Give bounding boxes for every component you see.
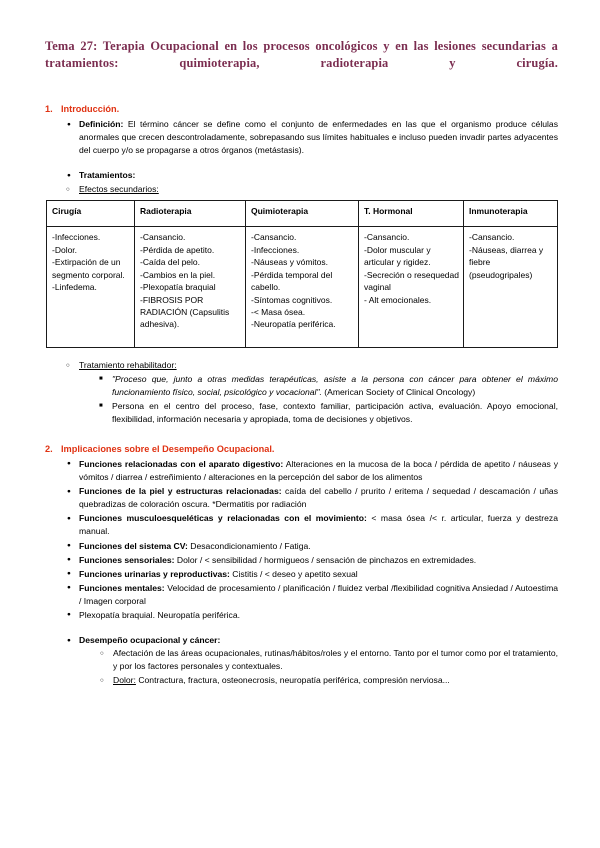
rehab-quote-source: (American Society of Clinical Oncology) xyxy=(321,386,476,397)
funciones-musculoesqueleticas-label: Funciones musculoesqueléticas y relacionadas con el movimiento: xyxy=(79,513,367,524)
table-cell-line: -Dolor muscular y articular y rigidez. xyxy=(364,244,433,268)
table-cell-line: -FIBROSIS POR RADIACIÓN (Capsulitis adhesiva). xyxy=(140,294,232,330)
table-row xyxy=(47,227,558,348)
section-title-1: Introducción. xyxy=(61,104,120,114)
funciones-mentales-label: Funciones mentales: xyxy=(79,582,165,593)
section-heading-introduccion xyxy=(45,102,558,116)
funciones-digestivo-label: Funciones relacionadas con el aparato digestivo: xyxy=(79,458,284,469)
funciones-piel-label: Funciones de la piel y estructuras relacionadas: xyxy=(79,486,282,497)
list-item-rehab-persona: ■ Persona en el centro del proceso, fase, contexto familiar, participación activa, evaluación. Apoyo emocional, flexibilidad, información necesaria y apropiada, toma de decisiones y objetivos. xyxy=(112,400,558,426)
list-item-tratamientos xyxy=(79,169,558,182)
funciones-musculoesqueleticas-text: < masa ósea /< r. articular, fuerza y destreza manual. xyxy=(79,513,558,537)
dolor-text: Contractura, fractura, osteonecrosis, neuropatía periférica, compresión nerviosa... xyxy=(135,675,450,686)
table-cell-line: -Pérdida de apetito. xyxy=(140,244,215,255)
list-item-afectacion: ○ Afectación de las áreas ocupacionales, rutinas/hábitos/roles y el entorno. Tanto por el tumor como por el tratamiento, y por los factores personales y contextuales. xyxy=(113,647,558,673)
table-cell-cirugia xyxy=(47,227,135,348)
table-header-hormonal: T. Hormonal xyxy=(359,201,464,227)
list-item-funciones-sensoriales xyxy=(79,554,558,567)
list-item-funciones-digestivo xyxy=(79,458,558,484)
table-cell-line: - Alt emocionales. xyxy=(364,294,432,305)
tratamiento-rehabilitador-list xyxy=(45,359,558,425)
section-number-1: 1. xyxy=(45,104,53,114)
table-cell-line: -Cansancio. xyxy=(364,232,410,243)
rehab-quote-text: "Proceso que, junto a otras medidas terapéuticas, asiste a la persona con cáncer para obtener el máximo funcionamiento físico, social, psicológico y vocacional". xyxy=(112,373,558,397)
table-header-inmunoterapia: Inmunoterapia xyxy=(464,201,558,227)
table-cell-radioterapia xyxy=(135,227,246,348)
page-title: Tema 27: Terapia Ocupacional en los procesos oncológicos y en las lesiones secundarias a tratamientos: quimioterapia, radioterapia y cirugía. xyxy=(45,39,558,70)
funciones-mentales-text: Velocidad de procesamiento / planificación / fluidez verbal /flexibilidad cognitiva Ansiedad / Autoestima / Imagen corporal xyxy=(79,582,559,606)
section-title-2: Implicaciones sobre el Desempeño Ocupacional. xyxy=(61,443,275,454)
funciones-urinarias-label: Funciones urinarias y reproductivas: xyxy=(79,568,230,579)
tratamiento-rehabilitador-label: Tratamiento rehabilitador: xyxy=(79,360,177,371)
tratamientos-list xyxy=(45,169,558,182)
list-item-tratamiento-rehabilitador xyxy=(79,359,558,425)
desempeno-sublist xyxy=(79,647,558,687)
definicion-text: El término cáncer se define como el conjunto de enfermedades en las que el organismo produce células anormales que crecen descontroladamente, sobrepasando sus límites habituales e incluso pueden invadir partes adyacentes del cuerpo y/o se propagarse a otros órganos (metástasis). xyxy=(79,119,558,156)
funciones-digestivo-text: Alteraciones en la mucosa de la boca / pérdida de apetito / náuseas y vómitos / diarrea / estreñimiento / alteraciones en la percepción del sabor de los alimentos xyxy=(79,458,559,483)
table-cell-line: -Secreción o resequedad vaginal xyxy=(364,269,462,293)
table-header-quimioterapia: Quimioterapia xyxy=(246,201,359,227)
table-cell-line: -Náuseas, diarrea y fiebre (pseudogripales) xyxy=(469,244,546,280)
table-header-cirugia: Cirugía xyxy=(47,201,135,227)
list-item-funciones-urinarias xyxy=(79,568,558,581)
dolor-label: Dolor: xyxy=(113,675,136,686)
definicion-label: Definición: xyxy=(79,119,124,129)
table-cell-line: -Linfedema. xyxy=(52,282,97,293)
list-item-plexopatia xyxy=(79,609,558,622)
table-cell-line: -Pérdida temporal del cabello. xyxy=(251,269,335,293)
list-item-funciones-mentales xyxy=(79,582,558,608)
section-heading-implicaciones xyxy=(45,442,558,456)
plexopatia-text: Plexopatía braquial. Neuropatía periférica. xyxy=(79,609,240,620)
rehab-sublist xyxy=(79,373,558,426)
table-cell-hormonal xyxy=(359,227,464,348)
table-cell-line: -Cambios en la piel. xyxy=(140,269,216,280)
table-cell-line: -Cansancio. xyxy=(251,232,297,243)
list-item-funciones-musculoesqueleticas xyxy=(79,512,558,538)
table-cell-line: -Náuseas y vómitos. xyxy=(251,257,328,268)
table-cell-line: -Infecciones. xyxy=(52,232,101,243)
table-cell-line: -Cansancio. xyxy=(469,232,515,243)
implicaciones-list xyxy=(45,458,558,622)
efectos-secundarios-list xyxy=(45,183,558,196)
section-number-2: 2. xyxy=(45,443,53,454)
desempeno-list xyxy=(45,634,558,687)
table-cell-line: -Plexopatía braquial xyxy=(140,282,216,293)
funciones-cv-label: Funciones del sistema CV: xyxy=(79,540,188,551)
table-cell-line: -Neuropatía periférica. xyxy=(251,319,336,330)
table-cell-quimioterapia xyxy=(246,227,359,348)
table-cell-line: -Infecciones. xyxy=(251,244,300,255)
list-item-desempeno-cancer xyxy=(79,634,558,687)
funciones-urinarias-text: Cistitis / < deseo y apetito sexual xyxy=(229,568,358,579)
table-header-radioterapia: Radioterapia xyxy=(135,201,246,227)
table-cell-line: -Dolor. xyxy=(52,244,78,255)
tratamientos-label: Tratamientos: xyxy=(79,170,136,181)
table-cell-line: -< Masa ósea. xyxy=(251,306,306,317)
list-item-definicion xyxy=(79,118,558,157)
funciones-piel-text: caída del cabello / prurito / eritema / sequedad / descamación / uñas quebradizas de coloración oscura. *Dermatitis por radiación xyxy=(79,486,558,510)
table-cell-line: -Cansancio. xyxy=(140,232,186,243)
funciones-sensoriales-text: Dolor / < sensibilidad / hormigueos / sensación de pinchazos en extremidades. xyxy=(174,554,477,565)
list-item-efectos-secundarios xyxy=(79,183,558,196)
desempeno-label: Desempeño ocupacional y cáncer: xyxy=(79,635,221,646)
list-item-funciones-piel xyxy=(79,485,558,511)
funciones-cv-text: Desacondicionamiento / Fatiga. xyxy=(187,540,311,551)
table-cell-line: -Extirpación de un segmento corporal. xyxy=(52,257,125,280)
list-item-rehab-quote xyxy=(112,373,558,399)
table-cell-inmunoterapia xyxy=(464,227,558,348)
efectos-secundarios-label: Efectos secundarios: xyxy=(79,184,159,195)
list-item-funciones-cv xyxy=(79,540,558,553)
funciones-sensoriales-label: Funciones sensoriales: xyxy=(79,554,175,565)
efectos-secundarios-table xyxy=(46,200,558,348)
list-item-dolor xyxy=(113,674,558,687)
table-header-row xyxy=(47,201,558,227)
table-cell-line: -Caída del pelo. xyxy=(140,257,201,268)
section1-bullet-list xyxy=(45,118,558,157)
table-cell-line: -Síntomas cognitivos. xyxy=(251,294,333,305)
